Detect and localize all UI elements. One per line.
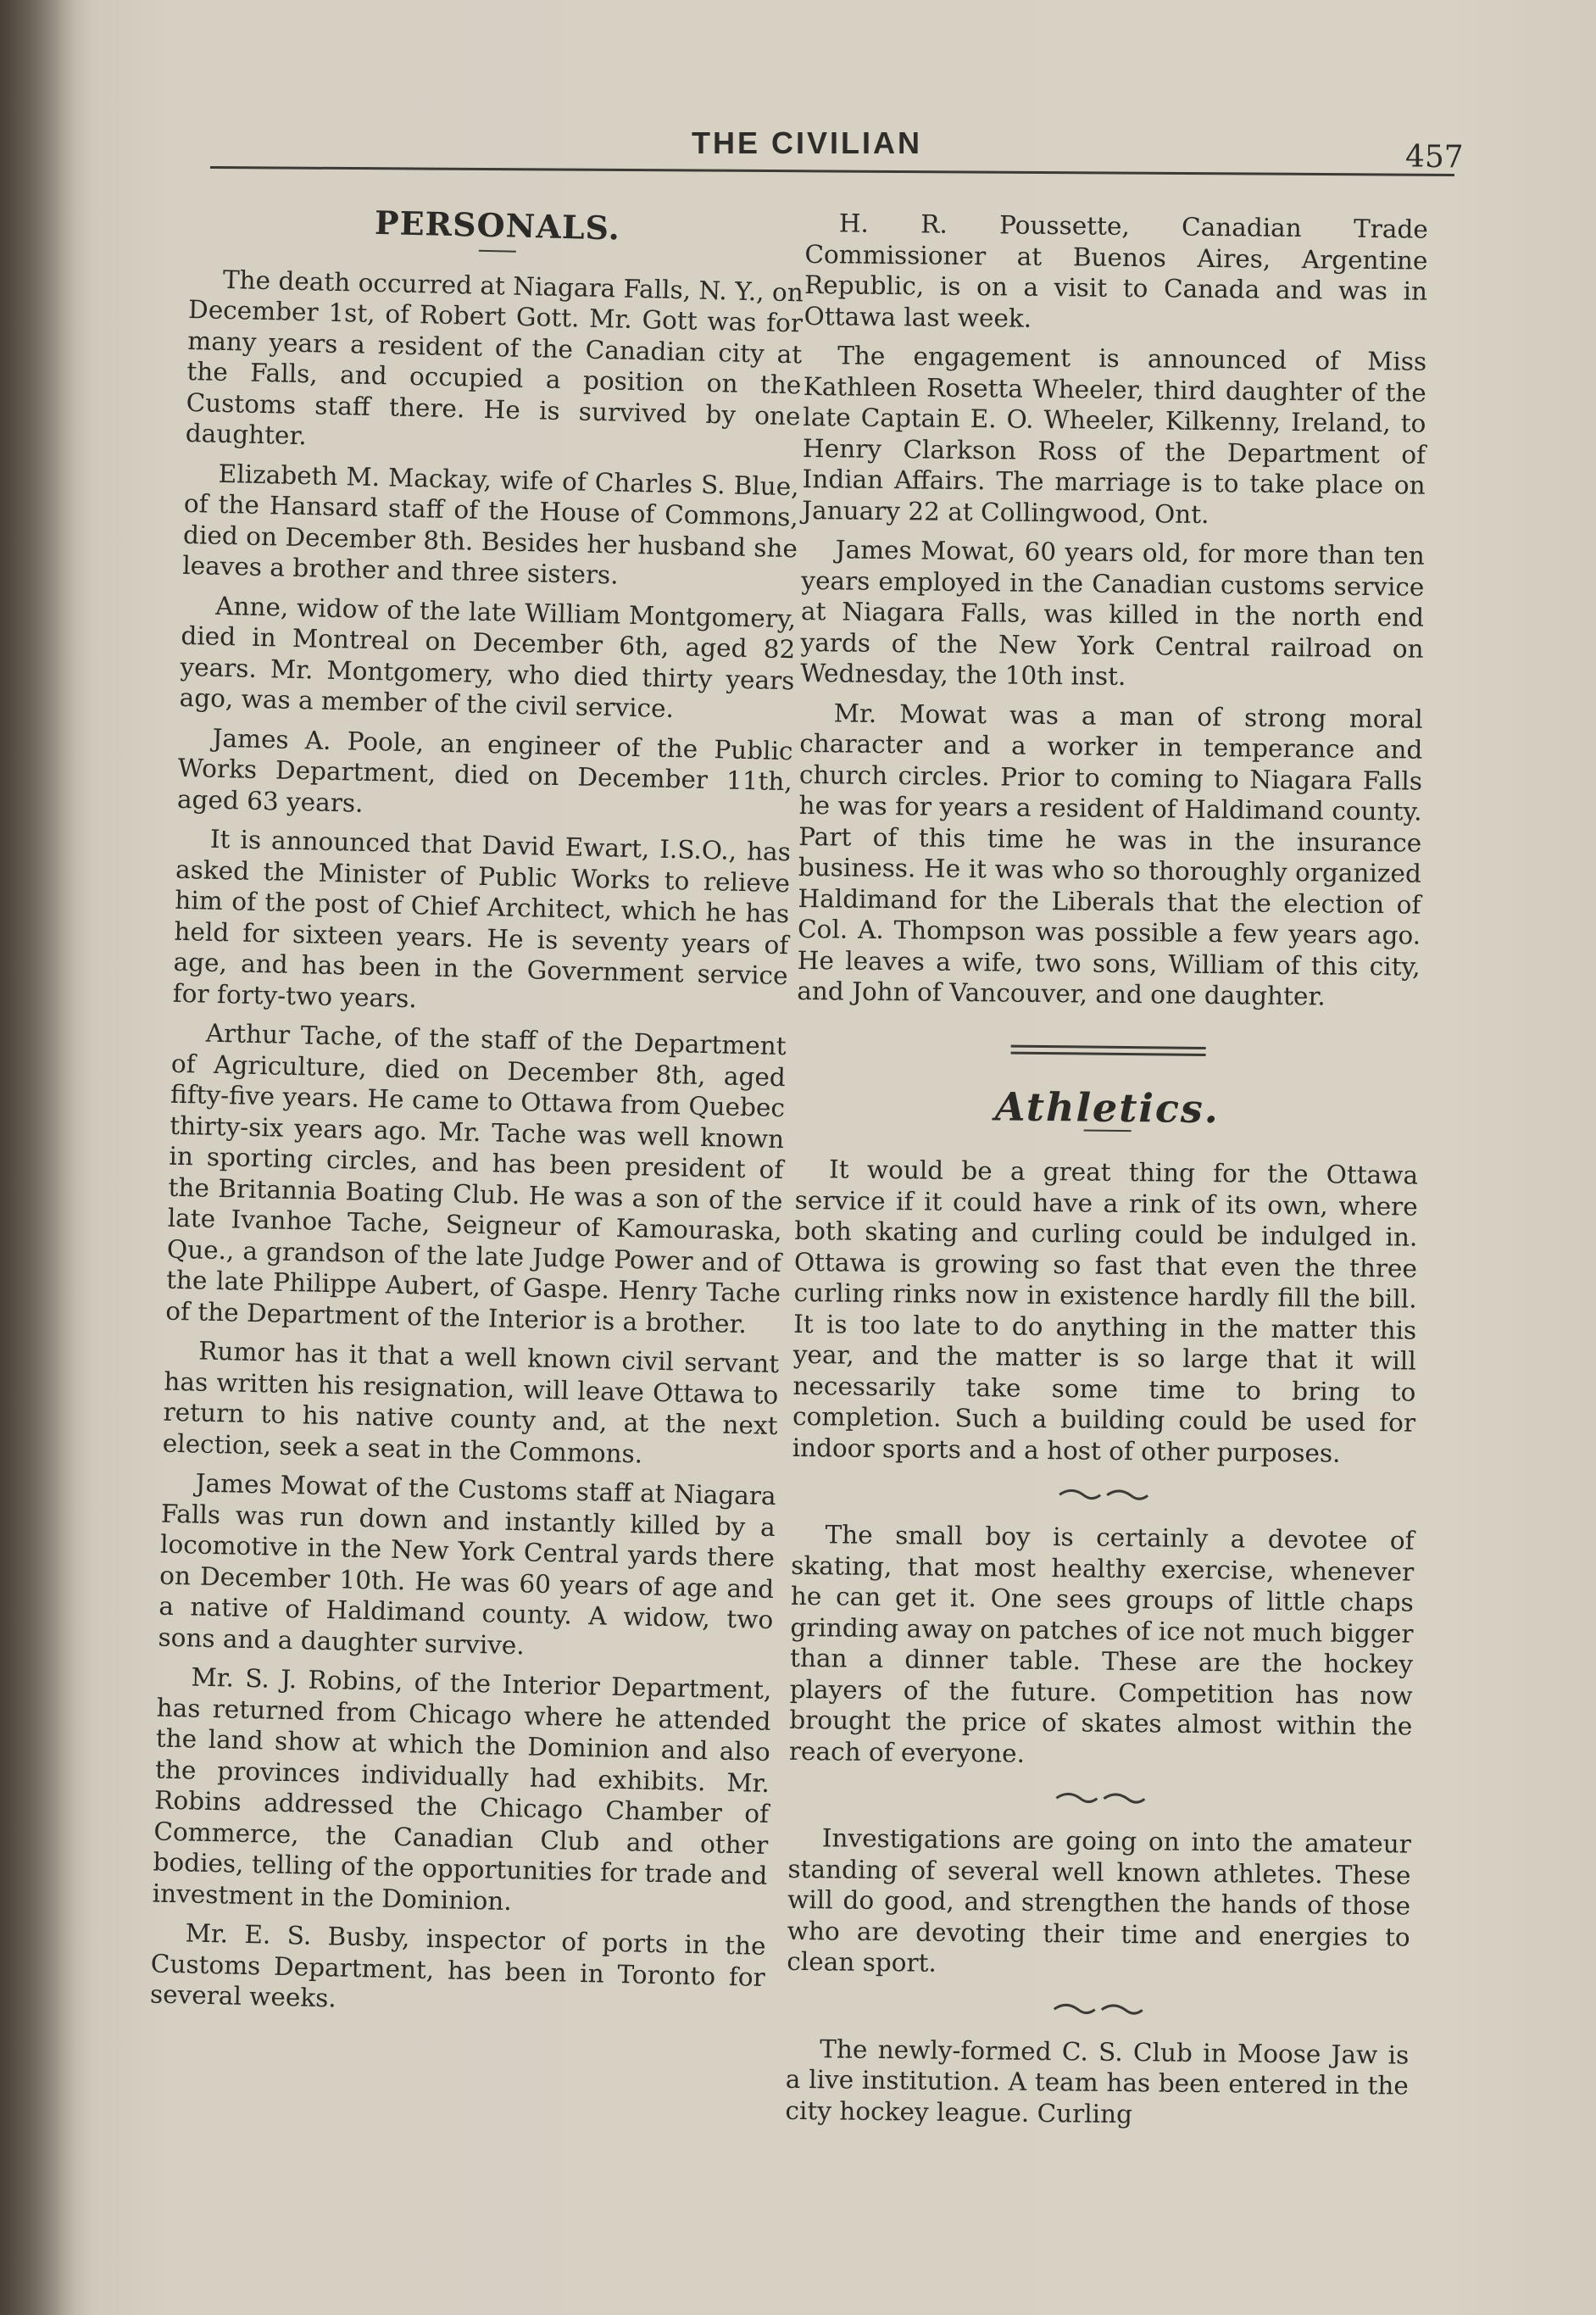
personals-paragraph: Arthur Tache, of the staff of the Department of Agriculture, died on December 8th, aged fifty-five years. He came to Ottawa from Quebec thirty-six years ago. Mr. Tache was well known in sporting circles, and has been president of the Britannia Boating Club. He was a son of the late Ivanhoe Tache, Seigneur of Kamouraska, Que., a grandson of the late Judge Power and of the late Philippe Aubert, of Gaspe. Henry Tache of the Department of the Interior is a brother. bbox=[164, 1018, 787, 1338]
ornament-divider-icon bbox=[1049, 1788, 1151, 1809]
athletics-paragraph: The newly-formed C. S. Club in Moose Jaw is a live institution. A team has been entered in the city hockey league. Curling bbox=[785, 2034, 1410, 2129]
athletics-paragraph: Investigations are going on into the amateur standing of several well known athletes. These will do good, and strengthen the hands of those who are devoting their time and energies to clean sport. bbox=[787, 1823, 1412, 1978]
title-rule bbox=[478, 249, 515, 252]
page-gutter-shadow bbox=[0, 0, 76, 2315]
personals-paragraph: H. R. Poussette, Canadian Trade Commissioner at Buenos Aires, Argentine Republic, is on a visit to Canada and was in Ottawa last week. bbox=[804, 209, 1428, 333]
page-number: 457 bbox=[1405, 140, 1464, 175]
running-head: THE CIVILIAN bbox=[692, 125, 923, 160]
personals-paragraph: It is announced that David Ewart, I.S.O., has asked the Minister of Public Works to relieve him of the post of Chief Architect, which he has held for sixteen years. He is seventy years of age, and has been in the Government service for forty-two years. bbox=[172, 824, 792, 1013]
ornament-divider-icon bbox=[1047, 1999, 1148, 2020]
personals-paragraph: Mr. S. J. Robins, of the Interior Department, has returned from Chicago where he attended the land show at which the Dominion and also the provinces individually had exhibits. Mr. Robins addressed the Chicago Chamber of Commerce, the Canadian Club and other bodies, telling of the opportunities for trade and investment in the Dominion. bbox=[152, 1662, 772, 1916]
personals-paragraph: Rumor has it that a well known civil servant has written his resignation, will leave Ottawa to return to his native county and, at the next election, seek a seat in the Commons. bbox=[162, 1336, 780, 1468]
personals-paragraph: James A. Poole, an engineer of the Public Works Department, died on December 11th, aged 63 years. bbox=[176, 723, 793, 818]
personals-paragraph: James Mowat of the Customs staff at Niagara Falls was run down and instantly killed by a locomotive in the New York Central yards there on December 10th. He was 60 years of age and a native of Haldimand county. A widow, two sons and a daughter survive. bbox=[158, 1468, 776, 1660]
athletics-title: Athletics. bbox=[994, 1082, 1221, 1132]
athletics-paragraph: It would be a great thing for the Ottawa service if it could have a rink of its own, where both skating and curling could be indulged in. Ottawa is growing so fast that even the three curling rinks now in existence hardly fill the bill. It is too late to do anything in the matter this year, and the matter is so large that it will necessarily take some time to bring to completion. Such a building could be used for indoor sports and a host of other purposes. bbox=[792, 1155, 1419, 1468]
ornament-divider-icon bbox=[1052, 1484, 1154, 1505]
section-divider bbox=[1010, 1044, 1205, 1055]
personals-paragraph: The engagement is announced of Miss Kathleen Rosetta Wheeler, third daughter of the late Captain E. O. Wheeler, Kilkenny, Ireland, to Henry Clarkson Ross of the Department of Indian Affairs. The marriage is to take place on January 22 at Collingwood, Ont. bbox=[802, 341, 1427, 529]
right-column bbox=[785, 208, 1428, 2141]
left-column bbox=[149, 203, 804, 2032]
personals-paragraph: The death occurred at Niagara Falls, N. Y., on December 1st, of Robert Gott. Mr. Gott was for many years a resident of the Canadian city at the Falls, and occupied a position on the Customs staff there. He is survived by one daughter. bbox=[185, 264, 804, 451]
personals-paragraph: Mr. E. S. Busby, inspector of ports in the Customs Department, has been in Toronto for several weeks. bbox=[149, 1918, 766, 2013]
personals-paragraph: Mr. Mowat was a man of strong moral character and a worker in temperance and church circles. Prior to coming to Niagara Falls he was for years a resident of Haldimand county. Part of this time he was in the insurance business. He it was who so thoroughly organized Haldimand for the Liberals that the election of Col. A. Thompson was possible a few years ago. He leaves a wife, two sons, William of this city, and John of Vancouver, and one daughter. bbox=[797, 698, 1423, 1011]
personals-title: PERSONALS. bbox=[374, 203, 621, 248]
athletics-paragraph: The small boy is certainly a devotee of skating, that most healthy exercise, whenever he can get it. One sees groups of little chaps grinding away on patches of ice not much bigger than a dinner table. These are the hockey players of the future. Competition has now brought the price of skates almost within the reach of everyone. bbox=[788, 1520, 1415, 1768]
personals-paragraph: Elizabeth M. Mackay, wife of Charles S. Blue, of the Hansard staff of the House of Commons, died on December 8th. Besides her husband she leaves a brother and three sisters. bbox=[181, 459, 799, 590]
header-rule bbox=[210, 166, 1454, 176]
personals-paragraph: Anne, widow of the late William Montgomery, died in Montreal on December 6th, aged 82 years. Mr. Montgomery, who died thirty years ago, was a member of the civil service. bbox=[179, 591, 797, 724]
personals-paragraph: James Mowat, 60 years old, for more than ten years employed in the Canadian customs service at Niagara Falls, was killed in the north end yards of the New York Central railroad on Wednesday, the 10th inst. bbox=[800, 535, 1425, 691]
